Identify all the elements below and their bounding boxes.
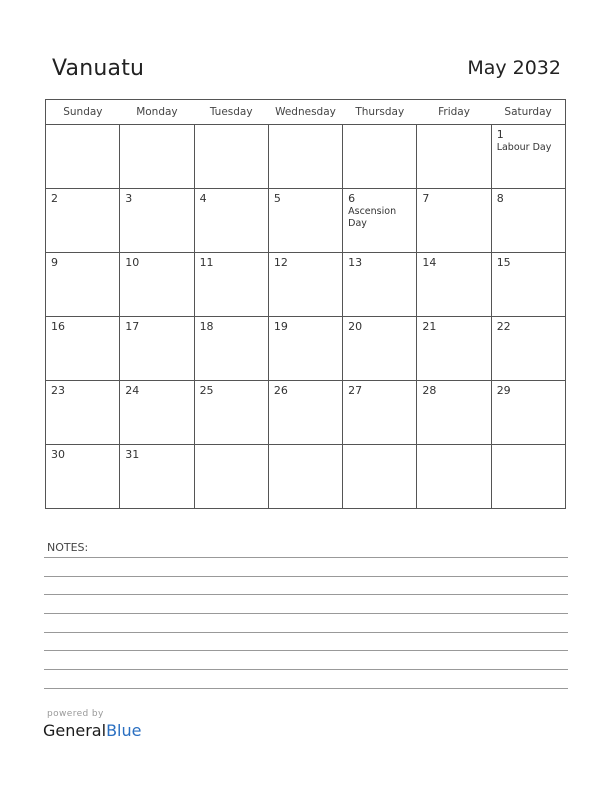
day-cell-30 (46, 445, 120, 509)
calendar-country-title: Vanuatu (52, 56, 145, 81)
day-number: 25 (199, 384, 214, 397)
weekday-header: Saturday (491, 100, 565, 125)
day-cell-25 (194, 381, 268, 445)
powered-by-text: powered by (47, 709, 104, 719)
day-number: 10 (125, 256, 140, 269)
day-cell-13 (343, 253, 417, 317)
day-number: 26 (273, 384, 288, 397)
day-cell-7 (417, 189, 491, 253)
weekday-header: Friday (417, 100, 491, 125)
day-number: 14 (422, 256, 437, 269)
note-line (44, 613, 568, 614)
empty-day-cell (268, 445, 342, 509)
note-line (44, 632, 568, 633)
weekday-header: Tuesday (194, 100, 268, 125)
day-number: 1 (496, 128, 504, 141)
week-row (46, 189, 566, 253)
empty-day-cell (417, 125, 491, 189)
day-cell-6 (343, 189, 417, 253)
holiday-label: Labour Day (496, 142, 552, 153)
day-cell-27 (343, 381, 417, 445)
day-cell-17 (120, 317, 194, 381)
note-line (44, 688, 568, 689)
calendar-body (46, 125, 566, 509)
generalblue-logo[interactable] (43, 721, 141, 740)
day-cell-16 (46, 317, 120, 381)
day-number: 27 (348, 384, 363, 397)
day-number: 16 (51, 320, 65, 333)
day-cell-31 (120, 445, 194, 509)
day-number: 24 (125, 384, 140, 397)
note-line (44, 650, 568, 651)
day-number: 23 (51, 384, 65, 397)
empty-day-cell (194, 445, 268, 509)
note-line (44, 594, 568, 595)
day-number: 5 (273, 192, 281, 205)
day-number: 13 (348, 256, 363, 269)
note-line (44, 576, 568, 577)
day-number: 31 (125, 448, 140, 461)
day-cell-18 (194, 317, 268, 381)
empty-day-cell (194, 125, 268, 189)
day-cell-29 (491, 381, 565, 445)
note-line (44, 669, 568, 670)
week-row (46, 381, 566, 445)
day-number: 11 (199, 256, 214, 269)
day-number: 17 (125, 320, 140, 333)
day-cell-14 (417, 253, 491, 317)
empty-day-cell (120, 125, 194, 189)
day-cell-8 (491, 189, 565, 253)
day-number: 21 (422, 320, 437, 333)
day-cell-19 (268, 317, 342, 381)
day-cell-23 (46, 381, 120, 445)
day-number: 15 (496, 256, 511, 269)
empty-day-cell (268, 125, 342, 189)
day-cell-4 (194, 189, 268, 253)
day-number: 29 (496, 384, 511, 397)
weekday-header-row (46, 100, 566, 125)
day-number: 22 (496, 320, 511, 333)
day-number: 9 (51, 256, 58, 269)
day-number: 4 (199, 192, 207, 205)
empty-day-cell (46, 125, 120, 189)
empty-day-cell (417, 445, 491, 509)
day-cell-22 (491, 317, 565, 381)
empty-day-cell (491, 445, 565, 509)
day-cell-24 (120, 381, 194, 445)
week-row (46, 253, 566, 317)
day-cell-20 (343, 317, 417, 381)
day-number: 19 (273, 320, 288, 333)
weekday-header: Thursday (343, 100, 417, 125)
day-number: 6 (348, 192, 356, 205)
day-cell-3 (120, 189, 194, 253)
day-cell-2 (46, 189, 120, 253)
notes-label: NOTES: (47, 541, 89, 554)
day-number: 8 (496, 192, 504, 205)
week-row (46, 317, 566, 381)
day-number: 20 (348, 320, 363, 333)
day-number: 7 (422, 192, 430, 205)
calendar-grid (45, 99, 566, 509)
day-cell-1 (491, 125, 565, 189)
brand-blue: Blue (106, 721, 142, 740)
empty-day-cell (343, 445, 417, 509)
day-cell-12 (268, 253, 342, 317)
empty-day-cell (343, 125, 417, 189)
day-number: 12 (273, 256, 288, 269)
day-number: 30 (51, 448, 65, 461)
calendar-month-year: May 2032 (467, 57, 561, 79)
weekday-header: Wednesday (268, 100, 342, 125)
day-cell-5 (268, 189, 342, 253)
day-cell-26 (268, 381, 342, 445)
weekday-header: Sunday (46, 100, 120, 125)
day-cell-11 (194, 253, 268, 317)
day-cell-28 (417, 381, 491, 445)
week-row (46, 445, 566, 509)
day-cell-21 (417, 317, 491, 381)
holiday-label: Ascension Day (348, 206, 397, 229)
day-cell-9 (46, 253, 120, 317)
brand-general: General (43, 721, 107, 740)
day-number: 3 (125, 192, 133, 205)
note-line (44, 557, 568, 558)
day-cell-15 (491, 253, 565, 317)
day-number: 18 (199, 320, 214, 333)
day-number: 2 (51, 192, 58, 205)
day-number: 28 (422, 384, 437, 397)
day-cell-10 (120, 253, 194, 317)
week-row (46, 125, 566, 189)
weekday-header: Monday (120, 100, 194, 125)
